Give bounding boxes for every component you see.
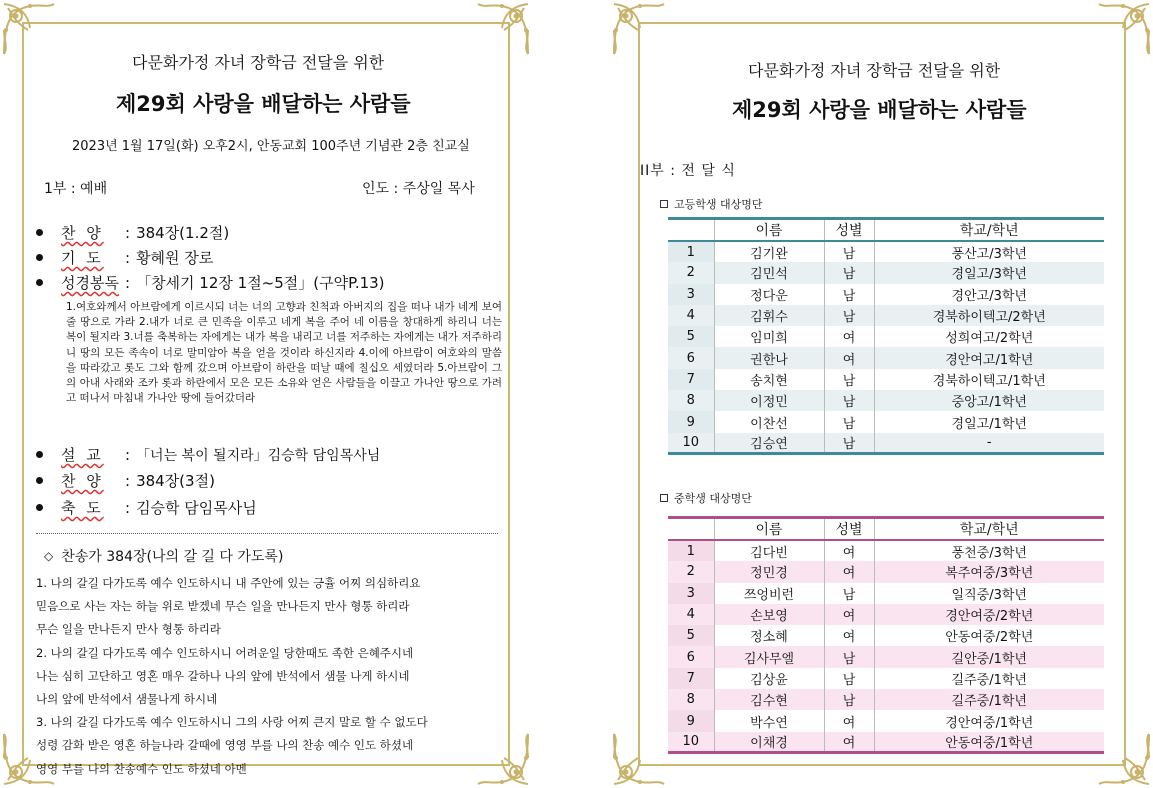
worship-leader: 인도 : 주상일 목사	[362, 181, 475, 197]
divider	[36, 533, 498, 534]
program-item-hymn2	[36, 470, 215, 491]
event-info: 2023년 1월 17일(화) 오후2시, 안동교회 100주년 기념관 2층 친교실	[72, 139, 470, 154]
row-number: 1	[668, 241, 714, 262]
bullet-icon	[36, 279, 43, 286]
program-item-sermon	[36, 444, 380, 465]
bullet-icon	[36, 229, 43, 236]
student-gender: 남	[824, 668, 874, 689]
student-gender: 남	[824, 262, 874, 283]
bullet-icon	[36, 504, 43, 511]
hymn-lyrics	[36, 572, 500, 781]
table-row	[668, 710, 1104, 731]
table-row	[668, 646, 1104, 667]
recipients-table	[668, 516, 1104, 754]
row-number: 4	[668, 604, 714, 625]
student-name: 김휘수	[714, 305, 824, 326]
school-grade: 안동여중/2학년	[945, 630, 1034, 646]
corner-ornament-icon	[474, 0, 532, 58]
row-number: 10	[668, 433, 714, 454]
row-number: 8	[668, 689, 714, 710]
row-number: 2	[668, 262, 714, 283]
table-row	[668, 668, 1104, 689]
school-grade: 길주중/1학년	[951, 672, 1027, 688]
school-grade: 경일고/3학년	[874, 262, 1104, 283]
separator: :	[125, 223, 131, 242]
school-grade: 일직중/3학년	[951, 587, 1027, 603]
column-header	[668, 219, 714, 242]
student-name: 권한나	[714, 347, 824, 368]
school-grade: 경안고/3학년	[951, 288, 1027, 304]
page-title: 제29회 사랑을 배달하는 사람들	[732, 98, 1027, 122]
hymn-line: 나는 심히 고단하고 영혼 매우 갈하나 나의 앞에 반석에서 샘물 나게 하시네	[36, 668, 410, 683]
column-header: 학교/학년	[874, 219, 1104, 242]
table-row	[668, 326, 1104, 347]
student-name: 박수연	[714, 710, 824, 731]
student-gender: 여	[824, 347, 874, 368]
program-page-right	[610, 0, 1153, 788]
student-name: 쯔엉비런	[714, 583, 824, 604]
row-number: 10	[668, 732, 714, 753]
program-item-prayer	[36, 247, 213, 268]
table-row	[668, 604, 1104, 625]
table-row	[668, 305, 1104, 326]
separator: :	[125, 498, 131, 517]
student-gender: 남	[824, 284, 874, 305]
scripture-text: 1.여호와께서 아브람에게 이르시되 너는 너의 고향과 친척과 아버지의 집을 떠나 내가 네게 보여 줄 땅으로 가라 2.내가 너로 큰 민족을 이루고 네게 복을 주어 네 이름을 창대하게 하리니 너는 복이 될지라 3.너를 축복하는 자에게는 내가 복을 내리고 너를 저주하는 자에게는 내가 저주하리니 땅의 모든 족속이 너로 말미암아 복을 얻을 것이라 하신지라 4.이에 아브람이 여호와의 말씀을 따라갔고 롯도 그와 함께 갔으며 아브람이 하란을 떠날 때에 칠십오 세였더라 5.아브람이 그의 아내 사래와 조카 롯과 하란에서 모은 모든 소유와 얻은 사람들을 이끌고 가나안 땅으로 가려고 떠나서 마침내 가나안 땅에 들어갔더라	[66, 301, 502, 405]
corner-ornament-icon	[0, 0, 58, 58]
table-header-row	[668, 518, 1104, 541]
school-grade: 경북하이텍고/2학년	[874, 305, 1104, 326]
hymn-heading	[44, 546, 283, 566]
recipients-table	[668, 217, 1104, 455]
item-value: 「너는 복이 될지라」김승학 담임목사님	[136, 447, 381, 464]
row-number: 7	[668, 369, 714, 390]
high-school-list-title	[660, 196, 763, 212]
row-number: 3	[668, 583, 714, 604]
student-name: 김수현	[714, 689, 824, 710]
item-label: 찬 양	[61, 224, 104, 242]
student-name: 김다빈	[714, 540, 824, 561]
hymn-line: 성령 감화 받은 영혼 하늘나라 갈때에 영영 부를 나의 찬송 예수 인도 하셨네	[36, 738, 414, 753]
separator: :	[125, 273, 131, 292]
column-header: 학교/학년	[874, 518, 1104, 541]
hymn-title: 찬송가 384장(나의 갈 길 다 가도록)	[61, 549, 284, 565]
table-row	[668, 732, 1104, 753]
row-number: 7	[668, 668, 714, 689]
student-gender: 여	[824, 540, 874, 561]
school-grade: -	[874, 433, 1104, 454]
subtitle: 다문화가정 자녀 장학금 전달을 위한	[748, 61, 1001, 80]
student-gender: 남	[824, 646, 874, 667]
table-row	[668, 433, 1104, 454]
table-row	[668, 241, 1104, 262]
row-number: 9	[668, 411, 714, 432]
column-header: 이름	[714, 518, 824, 541]
student-name: 임미희	[714, 326, 824, 347]
student-name: 김상윤	[714, 668, 824, 689]
student-gender: 남	[824, 689, 874, 710]
student-name: 정민경	[714, 561, 824, 582]
table-row	[668, 390, 1104, 411]
item-label: 기 도	[61, 249, 104, 267]
row-number: 9	[668, 710, 714, 731]
hymn-line: 1. 나의 갈길 다가도록 예수 인도하시니 내 주안에 있는 긍휼 어찌 의심하리요	[36, 576, 421, 590]
table-row	[668, 561, 1104, 582]
student-gender: 여	[824, 732, 874, 753]
middle-school-title-text: 중학생 대상명단	[674, 492, 752, 505]
table-row	[668, 583, 1104, 604]
high-school-title-text: 고등학생 대상명단	[674, 198, 763, 211]
student-name: 정다운	[714, 284, 824, 305]
table-row	[668, 540, 1104, 561]
student-gender: 남	[824, 241, 874, 262]
school-grade: 풍천중/3학년	[951, 545, 1027, 561]
school-grade: 성희여고/2학년	[945, 331, 1034, 347]
student-name: 정소혜	[714, 625, 824, 646]
school-grade: 안동여중/1학년	[874, 732, 1104, 753]
hymn-line: 무슨 일을 만나든지 만사 형통 하리라	[36, 622, 221, 637]
program-item-benediction	[36, 497, 257, 518]
student-gender: 남	[824, 433, 874, 454]
table-row	[668, 625, 1104, 646]
separator: :	[125, 248, 131, 267]
student-name: 송치현	[714, 369, 824, 390]
student-gender: 여	[824, 625, 874, 646]
row-number: 5	[668, 625, 714, 646]
school-grade: 경일고/1학년	[951, 416, 1027, 432]
student-gender: 남	[824, 305, 874, 326]
row-number: 4	[668, 305, 714, 326]
corner-ornament-icon	[610, 0, 668, 58]
student-name: 김사무엘	[714, 646, 824, 667]
school-grade: 경안여중/2학년	[874, 604, 1104, 625]
row-number: 2	[668, 561, 714, 582]
row-number: 5	[668, 326, 714, 347]
row-number: 6	[668, 646, 714, 667]
subtitle: 다문화가정 자녀 장학금 전달을 위한	[132, 53, 385, 72]
bullet-icon	[36, 254, 43, 261]
item-value: 384장(3절)	[136, 472, 215, 490]
bullet-icon	[36, 451, 43, 458]
school-grade: 경안여중/1학년	[945, 715, 1034, 731]
row-number: 1	[668, 540, 714, 561]
item-value: 「창세기 12장 1절~5절」(구약P.13)	[136, 274, 385, 292]
checkbox-icon	[660, 494, 668, 502]
student-name: 김기완	[714, 241, 824, 262]
student-gender: 남	[824, 369, 874, 390]
item-label: 성경봉독	[61, 274, 119, 292]
row-number: 3	[668, 284, 714, 305]
hymn-line: 나의 앞에 반석에서 샘물나게 하시네	[36, 692, 218, 707]
student-gender: 남	[824, 411, 874, 432]
school-grade: 중앙고/1학년	[874, 390, 1104, 411]
student-gender: 여	[824, 326, 874, 347]
student-name: 이채경	[714, 732, 824, 753]
part1-heading: 1부 : 예배	[44, 181, 108, 197]
program-item-hymn	[36, 222, 229, 243]
column-header: 성별	[824, 219, 874, 242]
school-grade: 복주여중/3학년	[874, 561, 1104, 582]
item-value: 384장(1.2절)	[136, 224, 230, 242]
student-gender: 여	[824, 710, 874, 731]
column-header: 이름	[714, 219, 824, 242]
school-grade: 경북하이텍고/1학년	[932, 373, 1046, 389]
item-value: 황혜원 장로	[136, 249, 214, 267]
program-page-left	[0, 0, 532, 788]
school-grade: 풍산고/3학년	[951, 246, 1027, 262]
hymn-line: 2. 나의 갈길 다가도록 예수 인도하시니 어려운일 당한때도 족한 은혜주시네	[36, 645, 414, 660]
item-label: 축 도	[61, 499, 104, 517]
student-name: 이찬선	[714, 411, 824, 432]
student-name: 손보영	[714, 604, 824, 625]
school-grade: 길안중/1학년	[874, 646, 1104, 667]
separator: :	[125, 471, 131, 490]
column-header	[668, 518, 714, 541]
item-value: 김승학 담임목사님	[136, 499, 257, 517]
item-label: 찬 양	[61, 472, 104, 490]
hymn-line: 믿음으로 사는 자는 하늘 위로 받겠네 무슨 일을 만나든지 만사 형통 하리라	[36, 599, 410, 614]
bullet-icon	[36, 477, 43, 484]
student-name: 김민석	[714, 262, 824, 283]
row-number: 8	[668, 390, 714, 411]
diamond-icon: ◇	[44, 549, 54, 563]
table-row	[668, 347, 1104, 368]
high-school-table	[668, 217, 1104, 455]
corner-ornament-icon	[610, 730, 668, 788]
part2-heading: II부 : 전 달 식	[640, 163, 736, 179]
student-gender: 여	[824, 561, 874, 582]
student-gender: 남	[824, 583, 874, 604]
student-name: 김승연	[714, 433, 824, 454]
program-item-reading	[36, 272, 385, 293]
student-gender: 남	[824, 390, 874, 411]
column-header: 성별	[824, 518, 874, 541]
middle-school-table	[668, 516, 1104, 754]
school-grade: 길주중/1학년	[874, 689, 1104, 710]
table-row	[668, 689, 1104, 710]
checkbox-icon	[660, 200, 668, 208]
middle-school-list-title	[660, 490, 752, 506]
table-row	[668, 262, 1104, 283]
table-row	[668, 284, 1104, 305]
school-grade: 경안여고/1학년	[874, 347, 1104, 368]
separator: :	[125, 445, 131, 464]
item-label: 설 교	[61, 446, 104, 464]
row-number: 6	[668, 347, 714, 368]
student-name: 이정민	[714, 390, 824, 411]
page-title: 제29회 사랑을 배달하는 사람들	[116, 92, 411, 116]
table-row	[668, 411, 1104, 432]
hymn-line: 3. 나의 갈길 다가도록 예수 인도하시니 그의 사랑 어찌 큰지 말로 할 수 없도다	[36, 715, 428, 730]
table-header-row	[668, 219, 1104, 242]
student-gender: 여	[824, 604, 874, 625]
table-row	[668, 369, 1104, 390]
corner-ornament-icon	[1095, 0, 1153, 58]
hymn-line: 영영 부를 나의 찬송예수 인도 하셨네 아멘	[36, 761, 247, 776]
